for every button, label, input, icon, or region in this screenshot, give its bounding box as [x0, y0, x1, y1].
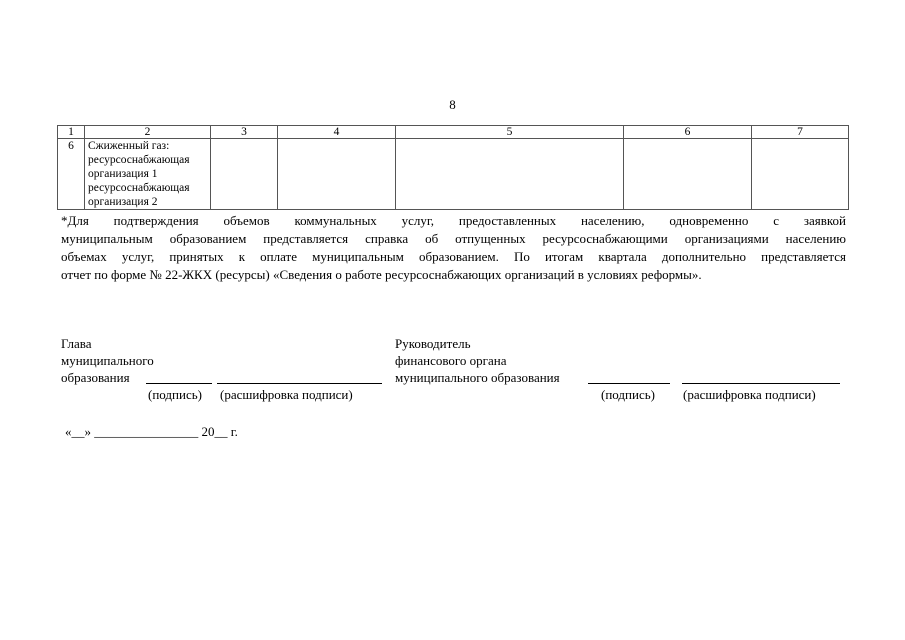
- footnote: [61, 212, 846, 284]
- left-decryption-caption: (расшифровка подписи): [220, 387, 353, 402]
- date-year-prefix: 20: [201, 424, 215, 439]
- empty-cell: [396, 139, 624, 210]
- left-signature-block: [61, 335, 154, 386]
- date-year-blank: __: [214, 424, 228, 439]
- date-month-blank: ________________: [94, 424, 199, 439]
- right-signature-title-line: муниципального образования: [395, 370, 560, 385]
- right-decryption-caption: (расшифровка подписи): [683, 387, 816, 402]
- row-number: 6: [58, 139, 85, 210]
- right-signature-caption: (подпись): [601, 387, 655, 402]
- empty-cell: [752, 139, 849, 210]
- date-day-blank: __: [71, 424, 85, 439]
- left-signature-title-line: муниципального: [61, 353, 154, 368]
- left-decryption-line: [217, 371, 382, 384]
- date-line: [65, 424, 238, 440]
- empty-cell: [278, 139, 396, 210]
- header-cell: 1: [58, 126, 85, 139]
- left-signature-title-line: образования: [61, 370, 130, 385]
- header-cell: 3: [211, 126, 278, 139]
- row-name-line: организация 1: [88, 168, 158, 180]
- empty-cell: [211, 139, 278, 210]
- footnote-line: муниципальным образованием представляется справка об отпущенных ресурсоснабжающими организациями населению: [61, 231, 846, 246]
- date-open-quote: «: [65, 424, 72, 439]
- right-signature-title-line: финансового органа: [395, 353, 507, 368]
- footnote-line: отчет по форме № 22-ЖКХ (ресурсы) «Сведения о работе ресурсоснабжающих организаций в условиях реформы».: [61, 267, 702, 282]
- table-row: [58, 139, 849, 210]
- empty-cell: [624, 139, 752, 210]
- row-name-line: ресурсоснабжающая: [88, 182, 190, 194]
- header-cell: 7: [752, 126, 849, 139]
- footnote-line: *Для подтверждения объемов коммунальных услуг, предоставленных населению, одновременно с заявкой: [61, 213, 846, 228]
- right-signature-block: [395, 335, 560, 386]
- row-name-line: Сжиженный газ:: [88, 140, 170, 152]
- date-close-quote: »: [84, 424, 91, 439]
- left-signature-title-line: Глава: [61, 336, 92, 351]
- left-signature-caption: (подпись): [148, 387, 202, 402]
- row-name-line: организация 2: [88, 196, 158, 208]
- header-cell: 4: [278, 126, 396, 139]
- left-signature-line: [146, 371, 212, 384]
- date-year-suffix: г.: [230, 424, 238, 439]
- header-cell: 5: [396, 126, 624, 139]
- page-number: 8: [449, 97, 456, 112]
- row-name-line: ресурсоснабжающая: [88, 154, 190, 166]
- row-name: [85, 139, 211, 210]
- header-cell: 6: [624, 126, 752, 139]
- table-header-row: [58, 126, 849, 139]
- right-signature-line: [588, 371, 670, 384]
- right-signature-title-line: Руководитель: [395, 336, 471, 351]
- right-decryption-line: [682, 371, 840, 384]
- header-cell: 2: [85, 126, 211, 139]
- data-table: [57, 125, 849, 210]
- footnote-line: объемах услуг, принятых к оплате муниципальным образованием. По итогам квартала дополнительно представляется: [61, 249, 846, 264]
